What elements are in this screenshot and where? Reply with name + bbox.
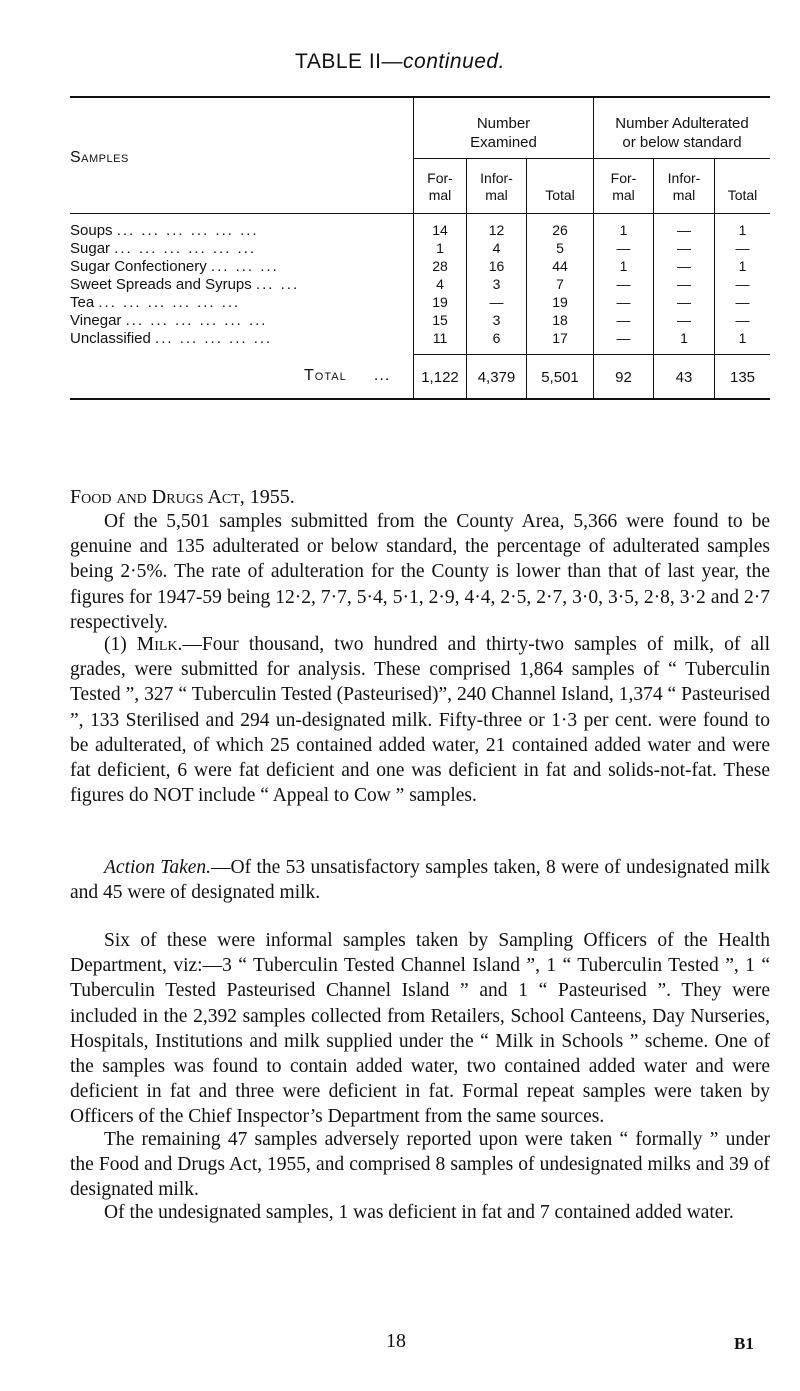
- total-cell: 92: [615, 369, 632, 386]
- total-cell: 43: [675, 369, 693, 386]
- subheader-informal: Infor- mal: [667, 170, 701, 203]
- subheader-formal: For- mal: [427, 170, 453, 203]
- cell: 5: [556, 240, 564, 256]
- adulterated-header: Number Adulterated or below standard: [615, 115, 749, 151]
- row-label: [70, 240, 410, 257]
- title-main: TABLE II—: [295, 50, 404, 73]
- total-label: [304, 368, 390, 384]
- row-dots: ... ... ... ... ... ...: [116, 222, 259, 239]
- cell: —: [616, 330, 631, 346]
- row-dots: ... ...: [255, 276, 300, 293]
- row-label-text: Sugar: [70, 240, 111, 257]
- row-label-text: Vinegar: [70, 312, 122, 329]
- row-label: [70, 258, 410, 275]
- row-label: [70, 222, 410, 239]
- cell: 7: [556, 276, 564, 292]
- cell: 12: [488, 222, 505, 238]
- samples-table: [70, 96, 770, 400]
- paragraph-formal: The remaining 47 samples adversely reported upon were taken “ formally ” under the Food and Drugs Act, 1955, and comprised 8 samples of undesignated milks and 39 of designated milk.: [70, 1129, 770, 1201]
- row-label: [70, 294, 410, 311]
- total-cell: 135: [729, 369, 756, 386]
- title-continued: continued.: [403, 50, 505, 73]
- cell: 14: [432, 222, 448, 238]
- cell: 3: [492, 276, 501, 292]
- cell: —: [677, 258, 691, 274]
- row-label-text: Tea: [70, 294, 95, 311]
- action-lead: Action Taken.: [104, 857, 212, 878]
- paragraph-milk: [70, 632, 770, 808]
- header-bottom-rule: [70, 213, 770, 214]
- cell: —: [735, 294, 750, 310]
- cell: —: [616, 240, 631, 256]
- row-label: [70, 276, 410, 293]
- cell: 1: [738, 330, 747, 346]
- cell: 28: [432, 258, 448, 274]
- cell: 1: [738, 258, 747, 274]
- cell: 44: [552, 258, 568, 274]
- row-label-text: Soups: [70, 222, 113, 239]
- cell: —: [677, 240, 691, 256]
- cell: 6: [492, 330, 501, 346]
- cell: 26: [552, 222, 568, 238]
- row-dots: ... ... ... ... ...: [155, 330, 273, 347]
- row-dots: ... ... ... ... ... ...: [114, 240, 257, 257]
- cell: —: [735, 276, 750, 292]
- total-label-text: Total: [304, 367, 347, 384]
- cell: 19: [432, 294, 448, 310]
- total-dots: ...: [373, 367, 391, 384]
- table-top-rule: [70, 96, 770, 98]
- row-label-text: Sweet Spreads and Syrups: [70, 276, 252, 293]
- row-label: [70, 330, 410, 347]
- cell: —: [677, 312, 691, 328]
- cell: 3: [492, 312, 501, 328]
- paragraph-summary: Of the 5,501 samples submitted from the County Area, 5,366 were found to be genuine and 135 adulterated or below standard, the percentage of adulterated samples being 2·5%. The rate of adulteration for the County is lower than that of last year, the figures for 1947-59 being 12·2, 7·7, 5·4, 5·1, 2·9, 4·4, 2·5, 2·7, 3·0, 3·5, 2·8, 3·2 and 2·7 respectively.: [70, 511, 770, 633]
- milk-text: —Four thousand, two hundred and thirty-two samples of milk, of all grades, were submitted for analysis. These comprised 1,864 samples of “ Tuberculin Tested ”, 327 “ Tuberculin Tested (Pasteurised)”, 240 Channel Island, 1,374 “ Pasteurised ”, 133 Sterilised and 294 un-designated milk. Fifty-three or 1·3 per cent. were found to be adulterated, of which 25 contained added water, 21 contained added water and were fat deficient, 6 were fat deficient and one was deficient in fat and solids-not-fat. These figures do NOT include “ Appeal to Cow ” samples.: [70, 634, 770, 807]
- paragraph-informal: Six of these were informal samples taken by Sampling Officers of the Health Department, viz:—3 “ Tuberculin Tested Channel Island ”, 1 “ Tuberculin Tested ”, 1 “ Tuberculin Tested Pasteurised Channel Island ” and 1 “ Pasteurised ”. They were included in the 2,392 samples collected from Retailers, School Canteens, Day Nurseries, Hospitals, Institutions and milk supplied under the “ Milk in Schools ” scheme. One of the samples was found to contain added water, two contained added water and were deficient in fat and three were deficient in fat. Formal repeat samples were taken by Officers of the Chief Inspector’s Department from the same sources.: [70, 930, 770, 1128]
- cell: —: [735, 240, 750, 256]
- subheader-total: Total: [545, 187, 575, 203]
- subheader-formal: For- mal: [610, 170, 637, 203]
- total-cell: 4,379: [477, 369, 516, 386]
- cell: 11: [432, 330, 448, 346]
- paragraph-action: [70, 855, 770, 905]
- row-dots: ... ... ... ... ... ...: [125, 312, 268, 329]
- page-number: 18: [386, 1330, 406, 1352]
- cell: 1: [436, 240, 444, 256]
- total-cell: 1,122: [421, 369, 459, 386]
- cell: 15: [432, 312, 448, 328]
- action-text: —Of the 53 unsatisfactory samples taken, 8 were of undesignated milk and 45 were of designated milk.: [70, 857, 770, 904]
- cell: 1: [738, 222, 747, 238]
- cell: 1: [680, 330, 688, 346]
- cell: —: [616, 294, 631, 310]
- total-cell: 5,501: [541, 369, 579, 386]
- cell: —: [735, 312, 750, 328]
- signature-mark: B1: [734, 1334, 754, 1353]
- cell: —: [677, 276, 691, 292]
- samples-header: Samples: [70, 149, 129, 166]
- page-title: [0, 50, 800, 74]
- subheader-total: Total: [727, 187, 758, 203]
- cell: 17: [552, 330, 568, 346]
- milk-lead: (1) Milk.: [104, 634, 183, 655]
- cell: 1: [619, 222, 628, 238]
- cell: 19: [552, 294, 568, 310]
- cell: 4: [492, 240, 501, 256]
- cell: 16: [488, 258, 505, 274]
- subheader-informal: Infor- mal: [480, 170, 513, 203]
- cell: —: [489, 294, 504, 310]
- row-label: [70, 312, 410, 329]
- cell: 18: [552, 312, 568, 328]
- row-label-text: Unclassified: [70, 330, 151, 347]
- cell: 1: [619, 258, 628, 274]
- cell: —: [616, 276, 631, 292]
- row-dots: ... ... ...: [210, 258, 279, 275]
- table-bottom-rule: [70, 398, 770, 400]
- number-examined-header: Number Examined: [470, 115, 537, 151]
- row-dots: ... ... ... ... ... ...: [98, 294, 241, 311]
- cell: —: [677, 222, 691, 238]
- cell: —: [616, 312, 631, 328]
- section-heading: Food and Drugs Act, 1955.: [70, 486, 295, 508]
- cell: —: [677, 294, 691, 310]
- row-label-text: Sugar Confectionery: [70, 258, 207, 275]
- paragraph-undesignated: Of the undesignated samples, 1 was deficient in fat and 7 contained added water.: [104, 1202, 734, 1223]
- cell: 4: [436, 276, 444, 292]
